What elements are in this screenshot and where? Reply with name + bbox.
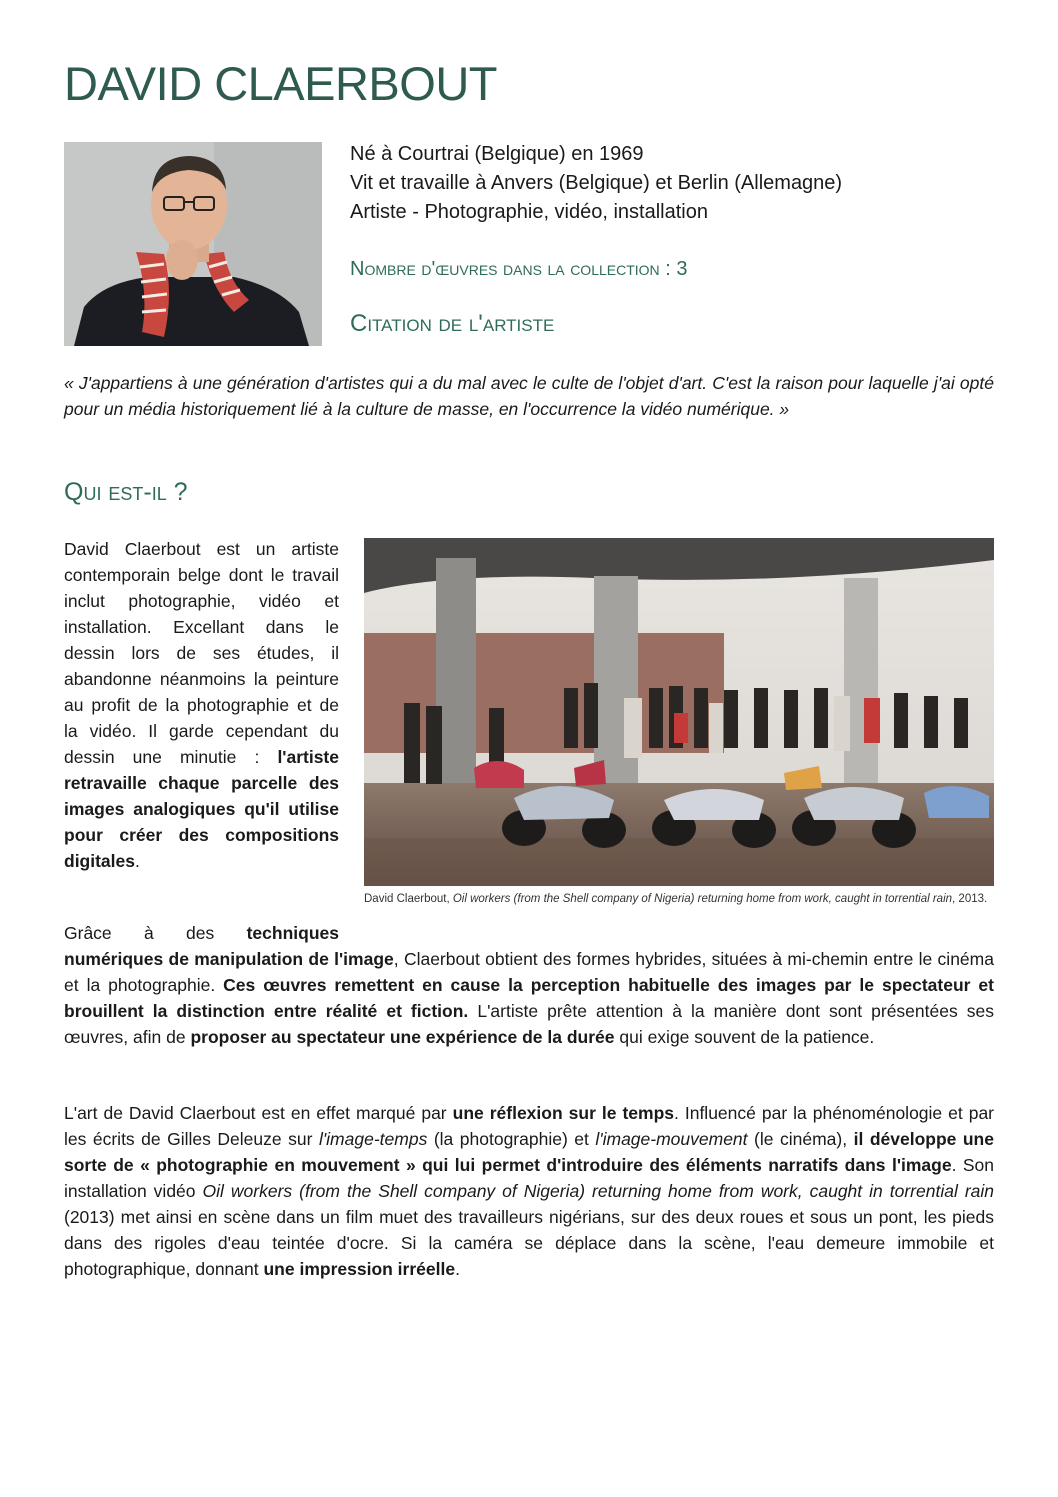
- bio-italic: Oil workers (from the Shell company of Nigeria) returning home from work, caught in torrential rain: [202, 1181, 995, 1201]
- bio-text: qui exige souvent de la patience.: [614, 1027, 875, 1047]
- bio-text: L'artiste prête attention à la manière dont sont présentées ses œuvres, afin de: [64, 1001, 994, 1047]
- artwork-image: [364, 538, 994, 886]
- bio-emphasis: proposer au spectateur une expérience de la durée: [190, 1027, 615, 1047]
- artist-quote: « J'appartiens à une génération d'artistes qui a du mal avec le culte de l'objet d'art. C'est la raison pour laquelle j'ai opté pour un média historiquement lié à la culture de masse, en l'occurrence la vidéo numérique. »: [64, 373, 994, 419]
- caption-work-title: Oil workers (from the Shell company of Nigeria) returning home from work, caught in torrential rain: [452, 893, 953, 905]
- bio-text: (le cinéma),: [747, 1129, 854, 1149]
- bio-italic: l'image-mouvement: [595, 1129, 748, 1149]
- caption-artist: David Claerbout,: [364, 893, 453, 905]
- bio-text: (la photographie) et: [427, 1129, 596, 1149]
- bio-text: Grâce à des: [64, 923, 247, 943]
- bio-emphasis: techniques: [246, 923, 339, 943]
- bio-paragraph-3: [64, 1100, 994, 1282]
- bio-paragraph-1: [64, 536, 339, 874]
- bio-emphasis: une impression irréelle: [263, 1259, 456, 1279]
- bio-italic: l'image-temps: [318, 1129, 428, 1149]
- bio-emphasis: numériques de manipulation de l'image: [64, 949, 394, 969]
- artwork-illustration: [364, 538, 994, 886]
- bio-emphasis: il développe une sorte de « photographie en mouvement » qui lui permet d'introduire des éléments narratifs dans l'image: [64, 1129, 994, 1175]
- collection-count: [350, 258, 687, 281]
- bio-text: .: [135, 851, 140, 871]
- birth-info: Né à Courtrai (Belgique) en 1969: [350, 143, 644, 165]
- residence-info: Vit et travaille à Anvers (Belgique) et Berlin (Allemagne): [350, 172, 843, 194]
- bio-text: . Son installation vidéo: [64, 1155, 994, 1201]
- bio-emphasis: Ces œuvres remettent en cause la perception habituelle des images par le spectateur et brouillent la distinction entre réalité et fiction.: [64, 975, 994, 1021]
- bio-text: L'art de David Claerbout est en effet marqué par: [64, 1103, 453, 1123]
- artist-portrait: [64, 142, 322, 346]
- who-heading: Qui est-il ?: [64, 478, 188, 506]
- bio-text: . Influencé par la phénoménologie et par les écrits de Gilles Deleuze sur: [64, 1103, 995, 1149]
- bio-text: David Claerbout est un artiste contemporain belge dont le travail inclut photographie, vidéo et installation. Excellant dans le dessin lors de ses études, il abandonne néanmoins la peinture au profit de la photographie et de la vidéo. Il garde cependant du dessin une minutie :: [64, 539, 339, 767]
- bio-text: , Claerbout obtient des formes hybrides, situées à mi-chemin entre le cinéma et la photographie.: [64, 949, 994, 995]
- bio-emphasis: une réflexion sur le temps: [452, 1103, 674, 1123]
- page-title: DAVID CLAERBOUT: [64, 57, 497, 110]
- bio-text: (2013) met ainsi en scène dans un film muet des travailleurs nigérians, sur des deux roues et sous un pont, les pieds dans des rigoles d'eau teintée d'ocre. Si la caméra se déplace dans la scène, l'eau demeure immobile et photographique, donnant: [64, 1207, 994, 1279]
- artist-facts: [350, 140, 1010, 227]
- practice-info: Artiste - Photographie, vidéo, installation: [350, 201, 708, 223]
- quote-heading: Citation de l'artiste: [350, 310, 555, 337]
- bio-emphasis: l'artiste retravaille chaque parcelle des images analogiques qu'il utilise pour créer des compositions digitales: [64, 747, 339, 871]
- image-caption: [364, 891, 1000, 907]
- portrait-illustration: [64, 142, 322, 346]
- bio-paragraph-2-lead: [64, 920, 339, 946]
- bio-paragraph-2: [64, 946, 994, 1050]
- caption-year: , 2013.: [952, 893, 988, 905]
- collection-count-value: 3: [676, 258, 688, 280]
- bio-text: .: [455, 1259, 460, 1279]
- collection-count-label: Nombre d'œuvres dans la collection :: [350, 258, 671, 280]
